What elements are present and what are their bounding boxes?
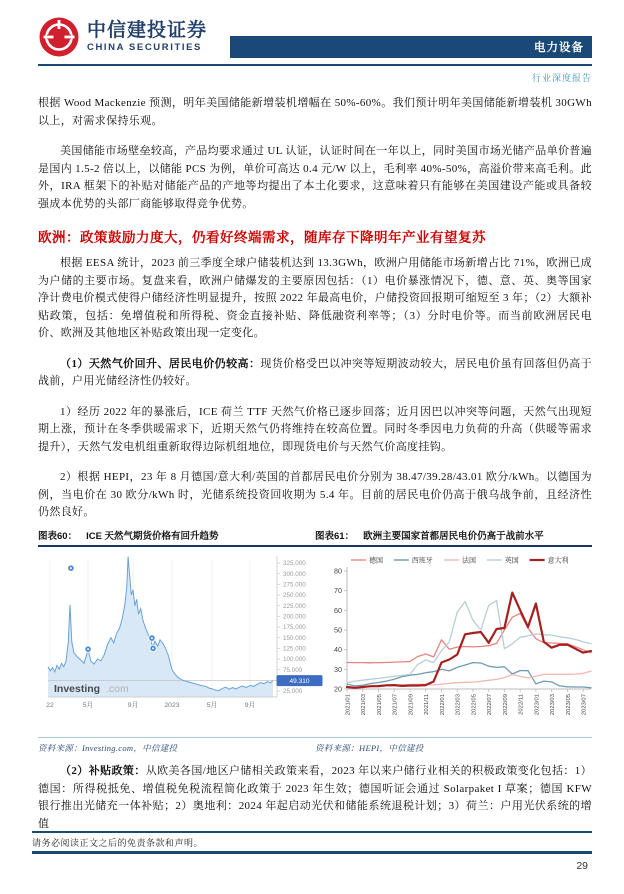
- header-divider: [38, 64, 592, 66]
- section-heading: 欧洲：政策鼓励力度大，仍看好终端需求，随库存下降明年产业有望复苏: [38, 230, 486, 245]
- paragraph-lead: （2）补贴政策：: [60, 765, 146, 777]
- page-body: [38, 95, 592, 846]
- svg-text:2022/05: 2022/05: [471, 694, 478, 716]
- fig61-chart: [315, 551, 592, 734]
- svg-text:意大利: 意大利: [547, 557, 569, 565]
- footer-disclaimer: 请务必阅读正文之后的免责条款和声明。: [32, 838, 204, 848]
- fig61-caption: 图表61： 欧洲主要国家首都居民电价仍高于战前水平: [315, 530, 544, 542]
- footer-divider-bottom: [32, 851, 592, 854]
- svg-text:70: 70: [334, 586, 342, 596]
- svg-text:275.000: 275.000: [283, 581, 306, 589]
- svg-text:2021/01: 2021/01: [345, 694, 352, 716]
- svg-text:300.000: 300.000: [283, 570, 306, 578]
- paragraph: 1）经历 2022 年的暴涨后，ICE 荷兰 TTF 天然气价格已逐步回落；近月因巴以冲突等问题，天然气出现短期上涨，预计在冬季供暖需求下，近期天然气仍将维持在较高位置。同时冬季因电力负荷的升高（供暖等需求提升），天然气发电机组重新取得边际机组地位，即现货电价与天然气价高度挂钩。: [38, 405, 592, 453]
- svg-text:25.000: 25.000: [283, 688, 303, 696]
- svg-text:2021/11: 2021/11: [424, 694, 431, 715]
- svg-text:.com: .com: [106, 683, 129, 695]
- svg-text:5月: 5月: [82, 702, 94, 709]
- gas-price-area-chart: [38, 551, 326, 729]
- svg-text:22: 22: [46, 702, 54, 709]
- report-type-label: 行业深度报告: [531, 73, 592, 83]
- fig61-source: 资料来源：HEPI，中信建投: [315, 743, 424, 753]
- svg-text:Investing: Investing: [54, 683, 101, 695]
- fig60-caption: 图表60： ICE 天然气期货价格有回升趋势: [38, 530, 219, 542]
- svg-text:175.000: 175.000: [283, 624, 306, 632]
- sector-badge: 电力设备: [534, 42, 584, 54]
- svg-text:40: 40: [334, 645, 342, 655]
- paragraph: （1）天然气价回升、居民电价仍较高：现货价格受巴以冲突等短期波动较大，居民电价虽有回落但仍高于战前，户用光储经济性仍较好。: [38, 357, 592, 387]
- paragraph: 根据 EESA 统计，2023 前三季度全球户储装机达到 13.3GWh，欧洲户用储能市场新增占比 71%，欧洲已成为户储的主要市场。复盘来看，欧洲户储爆发的主要原因包括：（1）电价暴涨情况下，德、意、英、奥等国家净计费电价模式使得户储经济性明显提升，按照 2022 年最高电价，户储投资回报期可缩短至 3 年；（2）大额补贴政策，包括：免增值税和所得税、资金直接补贴、降低融资利率等；（3）分时电价等。而当前欧洲居民电价、欧洲及其他地区补贴政策出现一定变化。: [38, 257, 592, 339]
- svg-text:2021/03: 2021/03: [361, 694, 368, 716]
- svg-text:9月: 9月: [127, 702, 139, 709]
- paragraph-lead: （1）天然气价回升、居民电价仍较高：: [60, 357, 261, 370]
- svg-text:2022/07: 2022/07: [487, 694, 494, 716]
- svg-text:60: 60: [334, 605, 342, 615]
- svg-text:2022/03: 2022/03: [455, 694, 462, 716]
- brand-name-cn: 中信建投证券: [87, 20, 208, 42]
- svg-text:2022/01: 2022/01: [439, 694, 446, 716]
- footer-divider-top: [32, 831, 592, 833]
- brand-name-en: CHINA SECURITIES: [87, 42, 202, 54]
- svg-text:30: 30: [334, 664, 342, 674]
- paragraph: 根据 Wood Mackenzie 预测，明年美国储能新增装机增幅在 50%-60%。我们预计明年美国储能新增装机 30GWh 以上，对需求保持乐观。: [38, 97, 592, 127]
- svg-text:2023: 2023: [164, 702, 180, 709]
- svg-text:200.000: 200.000: [283, 613, 306, 621]
- svg-text:2023/05: 2023/05: [565, 694, 572, 716]
- sector-banner: [230, 36, 592, 58]
- svg-text:20: 20: [334, 684, 342, 694]
- svg-text:80: 80: [334, 566, 342, 576]
- svg-text:德国: 德国: [369, 557, 383, 565]
- charts-bottom-divider: [38, 737, 592, 738]
- svg-text:2023/03: 2023/03: [550, 694, 557, 716]
- figure-captions: [38, 528, 592, 542]
- svg-text:2021/05: 2021/05: [376, 694, 383, 716]
- svg-text:9月: 9月: [244, 702, 256, 709]
- svg-text:150.000: 150.000: [283, 634, 306, 642]
- svg-text:2023/01: 2023/01: [534, 694, 541, 716]
- svg-text:2022/11: 2022/11: [518, 694, 525, 715]
- svg-text:2022/09: 2022/09: [502, 694, 509, 716]
- paragraph: 2）根据 HEPI，23 年 8 月德国/意大利/英国的首都居民电价分别为 38.47/39.28/43.01 欧分/kWh。以德国为例，当电价在 30 欧分/kWh 时，光储系统投资回收期为 5.4 年。目前的居民电价仍高于俄乌战争前，且经济性仍然良好。: [38, 471, 592, 518]
- svg-text:5月: 5月: [206, 702, 218, 709]
- svg-text:125.000: 125.000: [283, 645, 306, 653]
- svg-text:49.310: 49.310: [289, 678, 310, 686]
- svg-text:50: 50: [334, 625, 342, 635]
- sources-row: [38, 742, 592, 754]
- svg-text:西班牙: 西班牙: [411, 557, 433, 565]
- paragraph: （2）补贴政策：从欧美各国/地区户储相关政策来看，2023 年以来户储行业相关的积极政策变化包括：1）德国：所得税抵免、增值税免税流程简化政策于 2023 年生效；德国听证会通过 Solarpaket I 草案；德国 KFW 银行推出光储充一体补贴；2）奥地利：2024 年起启动光伏和储能系统退税计划；3）荷兰：户用光伏系统的增值: [38, 765, 592, 830]
- electricity-price-line-chart: [315, 551, 600, 729]
- charts-row: [38, 551, 592, 734]
- citic-logo-icon: [38, 16, 80, 58]
- page-number: 29: [576, 860, 588, 872]
- svg-text:100.000: 100.000: [283, 656, 306, 664]
- svg-text:75.000: 75.000: [283, 666, 303, 674]
- svg-text:2021/07: 2021/07: [392, 694, 399, 716]
- svg-text:2023/07: 2023/07: [581, 694, 588, 716]
- svg-text:法国: 法国: [462, 557, 476, 565]
- svg-text:250.000: 250.000: [283, 592, 306, 600]
- svg-text:2021/09: 2021/09: [408, 694, 415, 716]
- caption-divider: [38, 545, 592, 548]
- brand-logo: [38, 16, 207, 58]
- paragraph: 美国储能市场壁垒较高，产品均要求通过 UL 认证，认证时间在一年以上，同时美国市场光储产品单价普遍是国内 1.5-2 倍以上，以储能 PCS 为例，单价可高达 0.4 元/W 以上，毛利率 40%-50%，高溢价带来高毛利。此外，IRA 框架下的补贴对储能产品的产地等均提出了本土化要求，这意味着只有能够在美国建设产能或具备较强成本优势的头部厂商能够取得竞争优势。: [38, 145, 592, 210]
- svg-text:325.000: 325.000: [283, 560, 306, 568]
- svg-text:225.000: 225.000: [283, 602, 306, 610]
- fig60-source: 资料来源：Investing.com，中信建投: [38, 743, 178, 753]
- fig60-chart: [38, 551, 315, 734]
- svg-text:英国: 英国: [504, 557, 519, 565]
